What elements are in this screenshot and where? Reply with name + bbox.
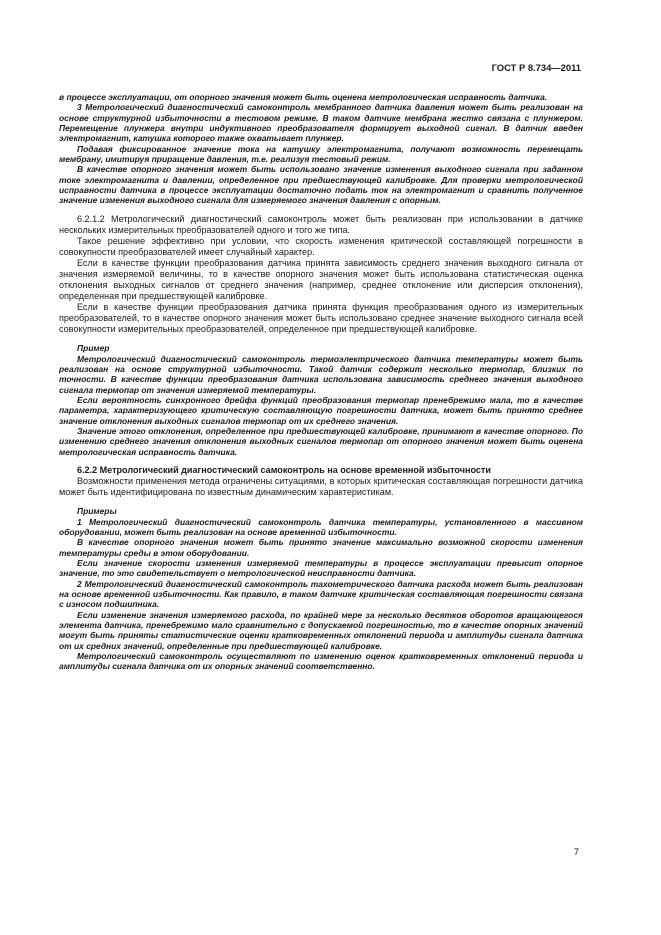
page-number: 7 — [573, 846, 579, 857]
paragraph: Если вероятность синхронного дрейфа функций преобразования термопар пренебрежимо мала, то в качестве параметра, характеризующего критическую составляющую погрешности датчика, может быть принято среднее значение отклонения выходных сигналов термопар от их среднего значения. — [59, 395, 583, 426]
section-heading: 6.2.2 Метрологический диагностический самоконтроль на основе временной избыточности — [77, 465, 491, 476]
paragraph: 3 Метрологический диагностический самоконтроль мембранного датчика давления может быть реализован на основе структурной избыточности в тестовом режиме. В таком датчике мембрана жестко связана с плунжером. Перемещение плунжера внутри индуктивного преобразователя формирует выходной сигнал. В датчик введен электромагнит, катушка которого также охватывает плунжер. — [59, 102, 583, 144]
paragraph: 6.2.1.2 Метрологический диагностический самоконтроль может быть реализован при использовании в датчике нескольких измерительных преобразователей одного и того же типа. — [59, 213, 583, 235]
paragraph: Такое решение эффективно при условии, что скорость изменения критической составляющей погрешности в совокупности преобразователей имеет случайный характер. — [59, 235, 583, 257]
document-body — [59, 92, 583, 672]
paragraph: Если значение скорости изменения измеряемой температуры в процессе эксплуатации превысит опорное значение, то это свидетельствует о метрологической неисправности датчика. — [59, 557, 583, 579]
paragraph: В качестве опорного значения может быть использовано значение изменения выходного сигнала при заданном токе электромагнита и давлении, определенное при предшествующей калибровке. Для проверки метрологической исправности датчика в процессе эксплуатации достаточно подать ток на электромагнит и сравнить полученное значение изменения выходного сигнала для измеряемого значения давления с опорным. — [59, 164, 583, 206]
paragraph: 1 Метрологический диагностический самоконтроль датчика температуры, установленного в массивном оборудовании, может быть реализован на основе временной избыточности. — [59, 516, 583, 537]
paragraph: Если в качестве функции преобразования датчика принята зависимость среднего значения выходного сигнала от значения измеряемой величины, то в качестве опорного значения может быть использована статистическая оценка отклонения выходных сигналов от среднего значения (например, среднее отклонение или дисперсия отклонения), определенная при предшествующей калибровке. — [59, 257, 583, 302]
paragraph: Если в качестве функции преобразования датчика принята функция преобразования одного из измерительных преобразователей, то в качестве опорного значения может быть использовано среднее значение выходного сигнала всей совокупности измерительных преобразователей, определенное при предшествующей калибровке. — [59, 302, 583, 335]
paragraph: Возможности применения метода ограничены ситуациями, в которых критическая составляющая погрешности датчика может быть идентифицирована по известным динамическим характеристикам. — [59, 476, 583, 498]
paragraph: 2 Метрологический диагностический самоконтроль тахометрического датчика расхода может быть реализован на основе временной избыточности. Как правило, в таком датчике критическая составляющая погрешности связана с износом подшипника. — [59, 578, 583, 610]
paragraph: Подавая фиксированное значение тока на катушку электромагнита, получают возможность перемещать мембрану, имитируя приращение давления, т.е. реализуя тестовый режим. — [59, 143, 583, 165]
examples-heading: Примеры — [77, 506, 117, 517]
paragraph: Значение этого отклонения, определенное при предшествующей калибровке, принимают в качестве опорного. По изменению среднего значения отклонения выходных сигналов термопар от опорного значения может быть оценена метрологическая исправность датчика. — [59, 426, 583, 457]
paragraph: в процессе эксплуатации, от опорного значения может быть оценена метрологическая исправность датчика. — [59, 92, 548, 102]
paragraph: Если изменение значения измеряемого расхода, по крайней мере за несколько десятков оборотов вращающегося элемента датчика, пренебрежимо мало сравнительно с допускаемой погрешностью, то в качестве опорных значений могут быть приняты статистические оценки кратковременных отклонений периода и амплитуды сигнала датчика от их средних значений, определенные при предшествующей калибровке. — [59, 609, 583, 651]
paragraph: Метрологический диагностический самоконтроль термоэлектрического датчика температуры может быть реализован на основе структурной избыточности. Такой датчик содержит несколько термопар, близких по точности. В качестве функции преобразования датчика использована зависимость среднего значения выходного сигнала термопар от значения измеряемой температуры. — [59, 353, 583, 395]
paragraph: Метрологический самоконтроль осуществляют по изменению оценок кратковременных отклонений периода и амплитуды сигнала датчика от их опорных значений соответственно. — [59, 651, 583, 672]
document-header: ГОСТ Р 8.734—2011 — [491, 62, 581, 73]
example-heading: Пример — [77, 343, 110, 354]
paragraph: В качестве опорного значения может быть принято значение максимально возможной скорости изменения температуры среды в этом оборудовании. — [59, 537, 583, 558]
